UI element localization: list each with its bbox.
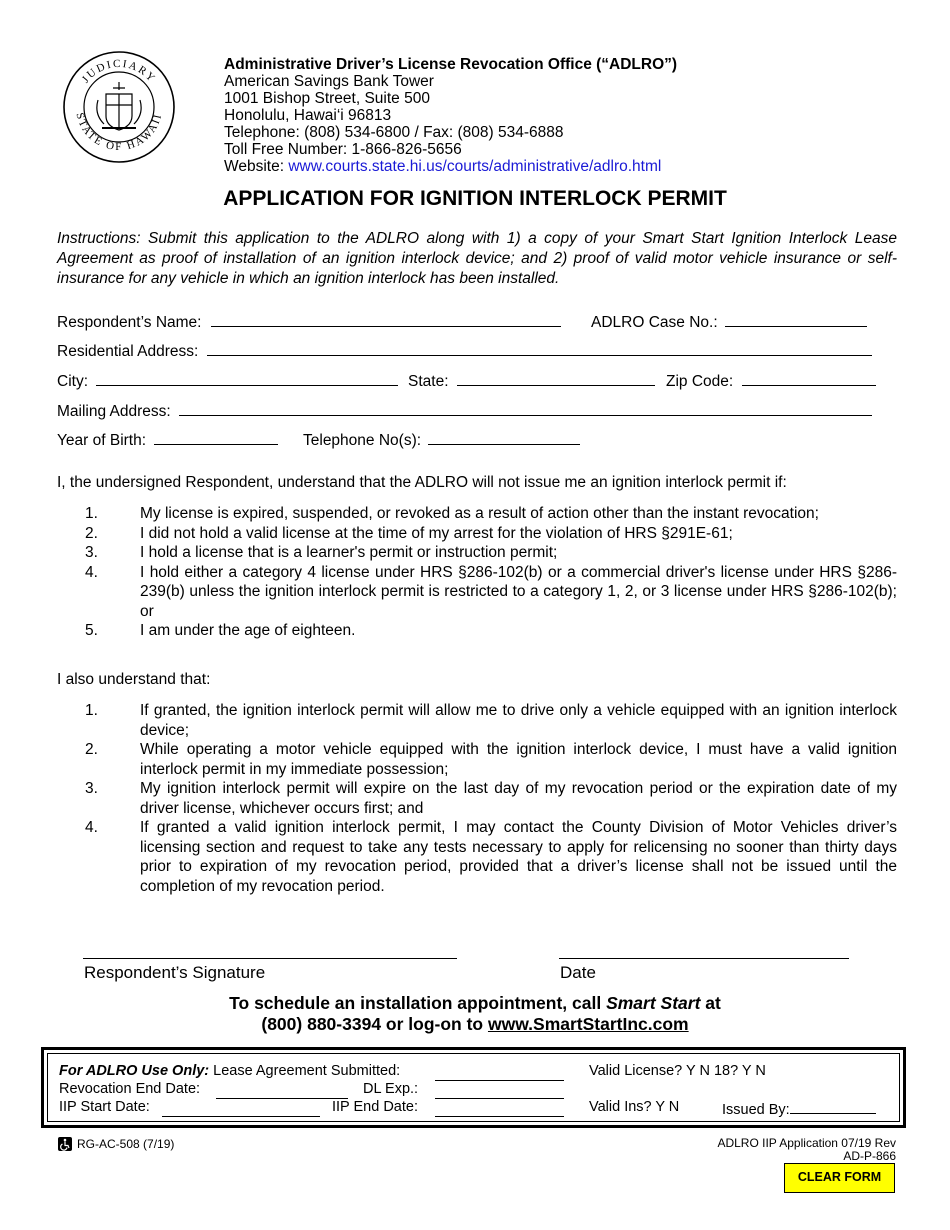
- respondent-name-label: Respondent’s Name:: [57, 314, 202, 331]
- zip-label: Zip Code:: [666, 373, 734, 390]
- address-line: Honolulu, Hawai‘i 96813: [224, 107, 392, 124]
- issued-by-input[interactable]: [790, 1099, 876, 1114]
- list-item: 4. I hold either a category 4 license under HRS §286-102(b) or a commercial driver's license under HRS §286-239(b) unless the ignition interlock permit is restricted to a category 1, 2, or 3 license under HRS §286-102(b); or: [85, 563, 897, 620]
- revocation-end-label: Revocation End Date:: [59, 1081, 201, 1097]
- respondent-name-input[interactable]: [211, 312, 561, 327]
- address-line: Telephone: (808) 534-6800 / Fax: (808) 534-6888: [224, 124, 564, 141]
- also-intro: I also understand that:: [57, 671, 211, 688]
- list-item: 2. I did not hold a valid license at the time of my arrest for the violation of HRS §291E-61;: [85, 524, 733, 542]
- website-label: Website:: [224, 158, 289, 175]
- office-name: Administrative Driver’s License Revocation Office (“ADLRO”): [224, 56, 678, 73]
- signature-label: Respondent’s Signature: [84, 963, 266, 982]
- conditions-list: [57, 504, 897, 641]
- lease-submitted-input[interactable]: [435, 1066, 564, 1081]
- valid-license-field: Valid License? Y N 18? Y N: [589, 1063, 766, 1079]
- year-of-birth-label: Year of Birth:: [57, 432, 147, 449]
- residential-address-input[interactable]: [207, 341, 872, 356]
- residential-address-field: [57, 341, 872, 361]
- date-label: Date: [560, 963, 596, 982]
- case-no-label: ADLRO Case No.:: [591, 314, 718, 331]
- seal-bottom-text: STATE OF HAWAII: [73, 111, 165, 154]
- mailing-address-label: Mailing Address:: [57, 403, 171, 420]
- list-item: 4. If granted a valid ignition interlock permit, I may contact the County Division of Motor Vehicles driver’s licensing section and request to take any tests necessary to apply for relicensing no sooner than thirty days prior to expiration of my revocation period, provided that a driver’s license shall not be issued until the completion of my revocation period.: [85, 819, 897, 895]
- date-line[interactable]: [559, 958, 849, 959]
- city-label: City:: [57, 373, 88, 390]
- respondent-name-field: [57, 312, 561, 332]
- clear-form-button[interactable]: CLEAR FORM: [784, 1163, 895, 1193]
- year-of-birth-input[interactable]: [154, 430, 278, 445]
- city-input[interactable]: [96, 371, 398, 386]
- mailing-address-input[interactable]: [179, 401, 872, 416]
- list-item: 3. I hold a license that is a learner's permit or instruction permit;: [85, 544, 558, 561]
- zip-field: [666, 371, 876, 391]
- instructions: Instructions: Submit this application to the ADLRO along with 1) a copy of your Smart Start Ignition Interlock Lease Agreement as proof of installation of an ignition interlock device; and 2) proof of valid motor vehicle insurance or self-insurance for any vehicle in which an ignition interlock has been installed.: [57, 230, 897, 287]
- brand-name: Smart Start: [606, 993, 701, 1013]
- list-item: 1. If granted, the ignition interlock permit will allow me to drive only a vehicle equipped with an ignition interlock device;: [85, 702, 897, 739]
- issued-by-field: Issued By:: [722, 1099, 876, 1118]
- state-field: [408, 371, 655, 391]
- telephone-field: [303, 430, 580, 450]
- case-no-input[interactable]: [725, 312, 867, 327]
- signature-line[interactable]: [83, 958, 457, 959]
- crest-icon: [97, 82, 141, 130]
- page-title: APPLICATION FOR IGNITION INTERLOCK PERMIT: [223, 187, 727, 210]
- address-line: American Savings Bank Tower: [224, 73, 434, 90]
- iip-end-input[interactable]: [435, 1102, 564, 1117]
- year-of-birth-field: [57, 430, 278, 450]
- list-item: 5. I am under the age of eighteen.: [85, 622, 356, 639]
- list-item: 3. My ignition interlock permit will expire on the last day of my revocation period or the expiration date of my driver license, whichever occurs first; and: [85, 780, 897, 817]
- seal-top-text: JUDICIARY: [79, 57, 159, 86]
- form-revision: ADLRO IIP Application 07/19 Rev AD-P-866: [717, 1136, 896, 1163]
- mailing-address-field: [57, 401, 872, 421]
- office-use-box: [41, 1047, 906, 1128]
- list-item: 1. My license is expired, suspended, or revoked as a result of action other than the instant revocation;: [85, 505, 819, 522]
- case-no-field: [591, 312, 867, 332]
- website-line: [224, 158, 677, 175]
- dl-exp-input[interactable]: [435, 1084, 564, 1099]
- telephone-label: Telephone No(s):: [303, 432, 422, 449]
- understand-intro: I, the undersigned Respondent, understand that the ADLRO will not issue me an ignition interlock permit if:: [57, 474, 787, 491]
- address-line: Toll Free Number: 1-866-826-5656: [224, 141, 462, 158]
- understandings-list: [57, 701, 897, 896]
- revocation-end-input[interactable]: [216, 1084, 348, 1099]
- accessibility-icon: [58, 1137, 72, 1151]
- iip-start-input[interactable]: [162, 1102, 320, 1117]
- office-header: [224, 56, 677, 175]
- state-input[interactable]: [457, 371, 655, 386]
- lease-submitted-field: For ADLRO Use Only: Lease Agreement Submitted:: [59, 1063, 401, 1079]
- schedule-notice: To schedule an installation appointment, call Smart Start at (800) 880-3394 or log-on to www.SmartStartInc.com: [229, 993, 721, 1034]
- state-label: State:: [408, 373, 449, 390]
- judiciary-seal: [62, 50, 176, 164]
- iip-start-label: IIP Start Date:: [59, 1099, 150, 1115]
- form-code: RG-AC-508 (7/19): [58, 1137, 174, 1151]
- city-field: [57, 371, 398, 391]
- telephone-input[interactable]: [428, 430, 580, 445]
- zip-input[interactable]: [742, 371, 876, 386]
- valid-ins-field: Valid Ins? Y N: [589, 1099, 680, 1115]
- dl-exp-label: DL Exp.:: [363, 1081, 419, 1097]
- website-link[interactable]: www.courts.state.hi.us/courts/administrative/adlro.html: [288, 158, 662, 175]
- iip-end-label: IIP End Date:: [332, 1099, 418, 1115]
- residential-address-label: Residential Address:: [57, 343, 199, 360]
- list-item: 2. While operating a motor vehicle equipped with the ignition interlock device, I must have a valid ignition interlock permit in my immediate possession;: [85, 741, 897, 778]
- smartstart-link[interactable]: www.SmartStartInc.com: [487, 1014, 689, 1034]
- address-line: 1001 Bishop Street, Suite 500: [224, 90, 430, 107]
